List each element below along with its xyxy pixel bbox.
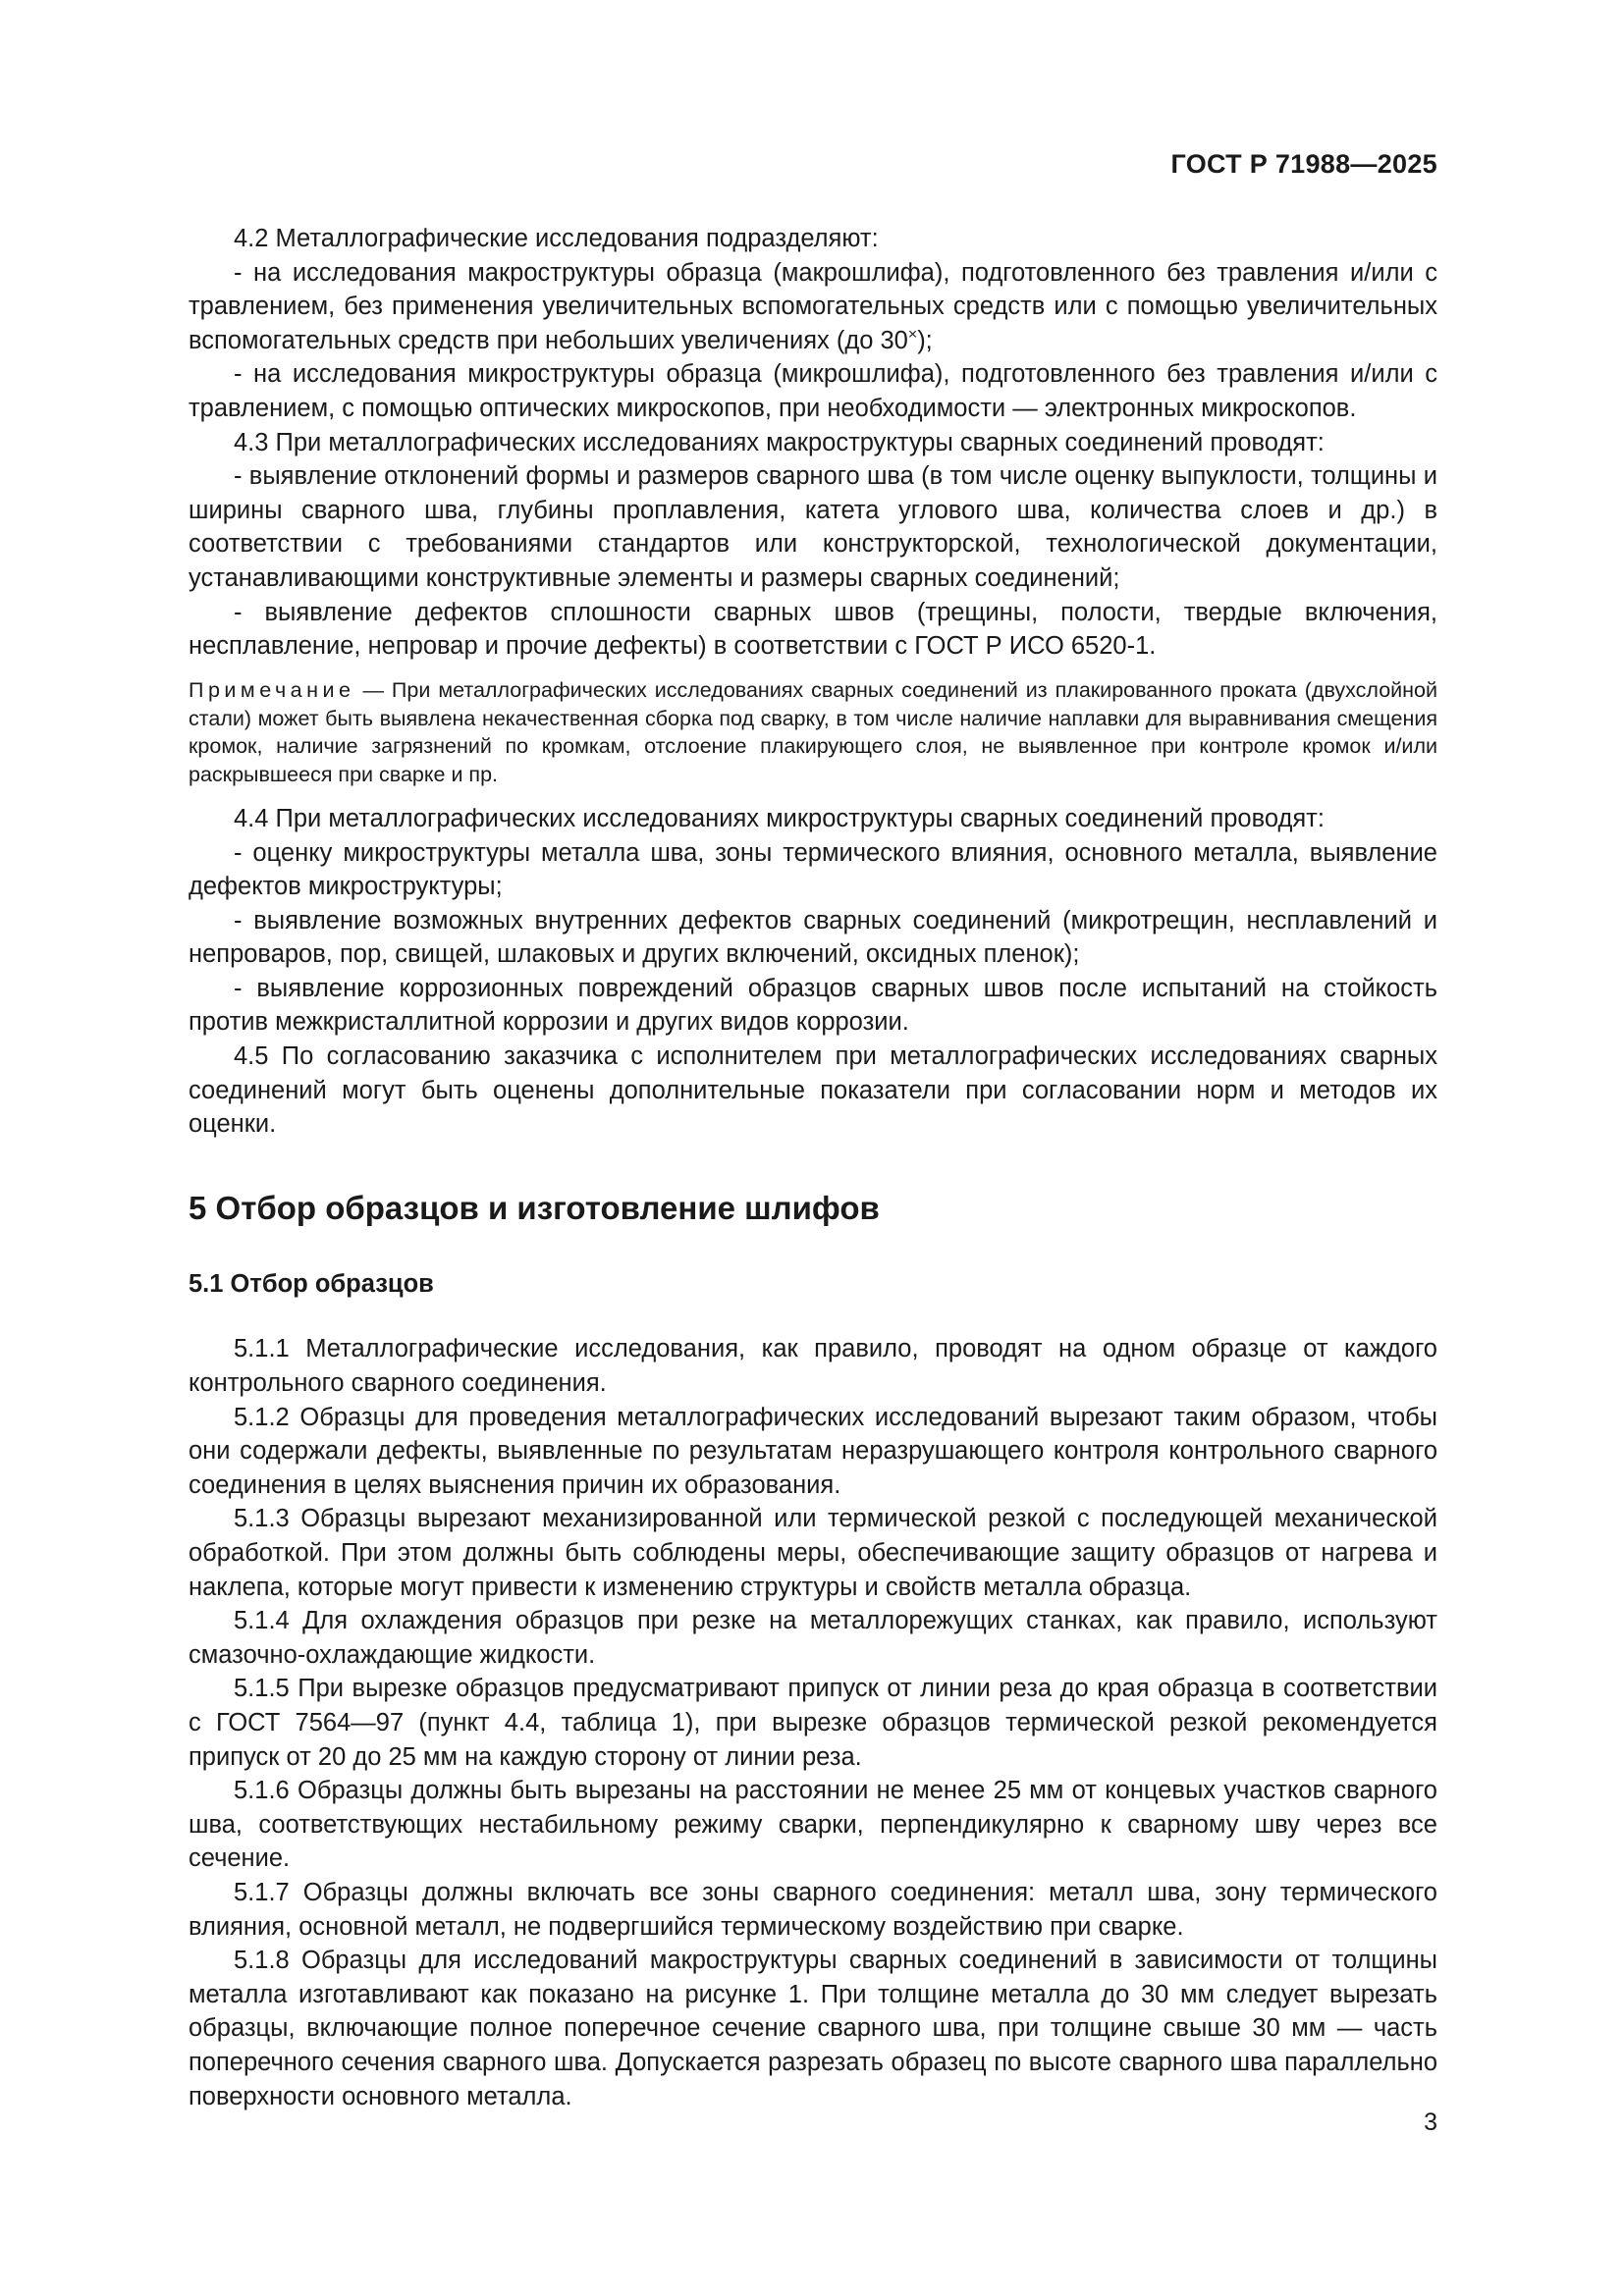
clause-4-2-item-a [189,256,1437,358]
clause-4-2-item-a-text: - на исследования макроструктуры образца (макрошлифа), подготовленного без травления и/или с травлением, без применения увеличительных вспомогательных средств или с помощью увеличительных вспомогательных средств при небольших увеличениях (до 30 [189,258,1437,354]
note-text: — При металлографических исследованиях сварных соединений из плакированного проката (двухслойной стали) может быть выявлена некачественная сборка под сварку, в том числе наличие наплавки для выравнивания смещения кромок, наличие загрязнений по кромкам, отслоение плакирующего слоя, не выявленное при контроле кромок и/или раскрывшееся при сварке и пр. [189,677,1437,787]
clause-5-1-2: 5.1.2 Образцы для проведения металлографических исследований вырезают таким образом, чтобы они содержали дефекты, выявленные по результатам неразрушающего контроля контрольного сварного соединения в целях выяснения причин их образования. [189,1403,1437,1499]
note [189,676,1437,789]
clause-5-1-3: 5.1.3 Образцы вырезают механизированной или термической резкой с последующей механической обработкой. При этом должны быть соблюдены меры, обеспечивающие защиту образцов от нагрева и наклепа, которые могут привести к изменению структуры и свойств металла образца. [189,1505,1437,1601]
magnification-sign: × [907,326,918,344]
clause-4-3-item-b: - выявление дефектов сплошности сварных швов (трещины, полости, твердые включения, несплавление, непровар и прочие дефекты) в соответствии с ГОСТ Р ИСО 6520-1. [189,598,1437,661]
clause-4-3: 4.3 При металлографических исследованиях макроструктуры сварных соединений проводят: [234,428,1325,456]
document-body [189,222,1437,2113]
clause-5-1-4: 5.1.4 Для охлаждения образцов при резке на металлорежущих станках, как правило, используют смазочно-охлаждающие жидкости. [189,1607,1437,1669]
clause-4-4: 4.4 При металлографических исследованиях микроструктуры сварных соединений проводят: [234,804,1325,832]
clause-4-3-item-a: - выявление отклонений формы и размеров сварного шва (в том числе оценку выпуклости, толщины и ширины сварного шва, глубины проплавления, катета углового шва, количества слоев и др.) в соответствии с требованиями стандартов или конструкторской, технологической документации, устанавливающими конструктивные элементы и размеры сварных соединений; [189,462,1437,592]
clause-4-2-item-a-end: ); [917,326,933,354]
clause-4-2-item-b: - на исследования микроструктуры образца (микрошлифа), подготовленного без травления и/или с травлением, с помощью оптических микроскопов, при необходимости — электронных микроскопов. [189,360,1437,422]
clause-5-1-5: 5.1.5 При вырезке образцов предусматривают припуск от линии реза до края образца в соответствии с ГОСТ 7564—97 (пункт 4.4, таблица 1), при вырезке образцов термической резкой рекомендуется припуск от 20 до 25 мм на каждую сторону от линии реза. [189,1675,1437,1771]
clause-4-4-item-a: - оценку микроструктуры металла шва, зоны термического влияния, основного металла, выявление дефектов микроструктуры; [189,838,1437,901]
clause-5-1-6: 5.1.6 Образцы должны быть вырезаны на расстоянии не менее 25 мм от концевых участков сварного шва, соответствующих нестабильному режиму сварки, перпендикулярно к сварному шву через все сечение. [189,1777,1437,1873]
clause-5-1-7: 5.1.7 Образцы должны включать все зоны сварного соединения: металл шва, зону термического влияния, основной металл, не подвергшийся термическому воздействию при сварке. [189,1878,1437,1941]
note-label: Примечание [189,677,355,702]
page-number: 3 [1424,2109,1437,2136]
clause-4-4-item-b: - выявление возможных внутренних дефектов сварных соединений (микротрещин, несплавлений и непроваров, пор, свищей, шлаковых и других включений, оксидных пленок); [189,906,1437,969]
section-5-title: 5 Отбор образцов и изготовление шлифов [189,1189,880,1226]
document-page [189,0,1437,2296]
clause-4-5: 4.5 По согласованию заказчика с исполнителем при металлографических исследованиях сварных соединений могут быть оценены дополнительные показатели при согласовании норм и методов их оценки. [189,1042,1437,1139]
clause-4-2: 4.2 Металлографические исследования подразделяют: [234,225,879,252]
document-number-header: ГОСТ Р 71988—2025 [1170,149,1437,179]
clause-5-1-1: 5.1.1 Металлографические исследования, как правило, проводят на одном образце от каждого контрольного сварного соединения. [189,1335,1437,1398]
subsection-5-1-title: 5.1 Отбор образцов [189,1269,434,1298]
clause-4-4-item-c: - выявление коррозионных повреждений образцов сварных швов после испытаний на стойкость против межкристаллитной коррозии и других видов коррозии. [189,974,1437,1037]
clause-5-1-8: 5.1.8 Образцы для исследований макроструктуры сварных соединений в зависимости от толщины металла изготавливают как показано на рисунке 1. При толщине металла до 30 мм следует вырезать образцы, включающие полное поперечное сечение сварного шва, при толщине свыше 30 мм — часть поперечного сечения сварного шва. Допускается разрезать образец по высоте сварного шва параллельно поверхности основного металла. [189,1947,1437,2110]
